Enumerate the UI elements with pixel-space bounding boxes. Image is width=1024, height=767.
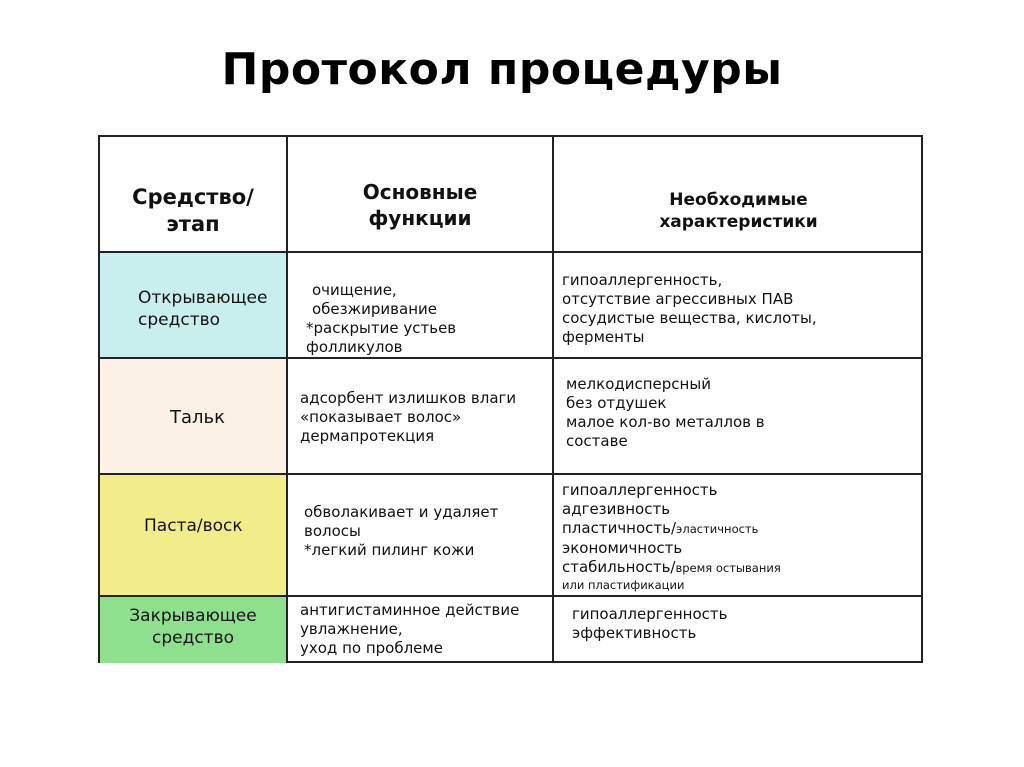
row2-characteristics xyxy=(566,375,765,451)
row2-char-1: мелкодисперсный xyxy=(566,375,711,393)
row3-char-3a: пластичность/ xyxy=(562,519,677,537)
row2-char-3: малое кол-во металлов в xyxy=(566,413,765,431)
row-divider xyxy=(100,251,921,253)
row1-char-4: ферменты xyxy=(562,328,645,346)
header-stage-line2: этап xyxy=(166,212,220,236)
header-functions-line1: Основные xyxy=(362,180,478,204)
header-stage xyxy=(100,137,286,251)
row2-function-3: дермапротекция xyxy=(300,427,435,445)
row4-char-2: эффективность xyxy=(572,624,697,642)
row3-char-5b: время остывания xyxy=(675,561,781,575)
row4-stage-line2: средство xyxy=(151,628,235,648)
row1-function-1: очищение, xyxy=(312,281,397,299)
row3-stage-line1: Паста/воск xyxy=(144,516,243,536)
row4-function-3: уход по проблеме xyxy=(300,639,443,657)
row3-characteristics xyxy=(562,481,781,592)
row1-function-3: *раскрытие устьев xyxy=(306,319,457,337)
row1-characteristics xyxy=(562,271,817,347)
row2-stage xyxy=(170,407,225,429)
row1-stage-line1: Открывающее xyxy=(138,288,268,308)
row3-char-5a: стабильность/ xyxy=(562,558,676,576)
row2-functions xyxy=(300,389,516,446)
row3-functions xyxy=(304,503,498,560)
row3-function-2: волосы xyxy=(304,522,361,540)
header-characteristics-line2: характеристики xyxy=(659,212,818,232)
row3-char-4: экономичность xyxy=(562,539,683,557)
row4-stage-line1: Закрывающее xyxy=(129,606,257,626)
row3-function-1: обволакивает и удаляет xyxy=(304,503,499,521)
row2-stage-line1: Тальк xyxy=(170,407,226,428)
row1-stage xyxy=(138,287,267,331)
row4-stage xyxy=(126,605,260,649)
row3-function-3: *легкий пилинг кожи xyxy=(304,541,475,559)
row1-function-4: фолликулов xyxy=(306,338,403,356)
row2-function-2: «показывает волос» xyxy=(300,408,462,426)
row1-function-2: обезжиривание xyxy=(312,300,437,318)
row1-stage-line2: средство xyxy=(138,310,221,330)
row1-char-2: отсутствие агрессивных ПАВ xyxy=(562,290,794,308)
row4-characteristics xyxy=(572,605,727,643)
row3-char-3b: эластичность xyxy=(676,522,759,536)
procedure-table xyxy=(98,135,923,663)
row4-function-1: антигистаминное действие xyxy=(300,601,520,619)
header-characteristics-line1: Необходимые xyxy=(669,190,808,210)
page-title: Протокол процедуры xyxy=(221,44,783,95)
row1-char-1: гипоаллергенность, xyxy=(562,271,723,289)
header-functions xyxy=(288,137,552,251)
row3-char-1: гипоаллергенность xyxy=(562,481,718,499)
header-stage-line1: Средство/ xyxy=(132,185,254,209)
row2-function-1: адсорбент излишков влаги xyxy=(300,389,517,407)
row4-char-1: гипоаллергенность xyxy=(572,605,728,623)
row3-char-5 xyxy=(562,558,781,578)
row2-char-2: без отдушек xyxy=(566,394,667,412)
row4-function-2: увлажнение, xyxy=(300,620,403,638)
row-divider xyxy=(100,357,921,359)
row1-functions xyxy=(306,281,457,357)
row1-char-3: сосудистые вещества, кислоты, xyxy=(562,309,817,327)
row-divider xyxy=(100,473,921,475)
row4-functions xyxy=(300,601,519,658)
row3-char-6: или пластификации xyxy=(562,578,685,592)
header-characteristics xyxy=(554,137,923,251)
row3-stage xyxy=(144,515,243,537)
row-divider xyxy=(100,595,921,597)
row2-char-4: составе xyxy=(566,432,628,450)
row3-char-3 xyxy=(562,519,781,539)
row3-char-2: адгезивность xyxy=(562,500,671,518)
header-functions-line2: функции xyxy=(368,206,472,230)
